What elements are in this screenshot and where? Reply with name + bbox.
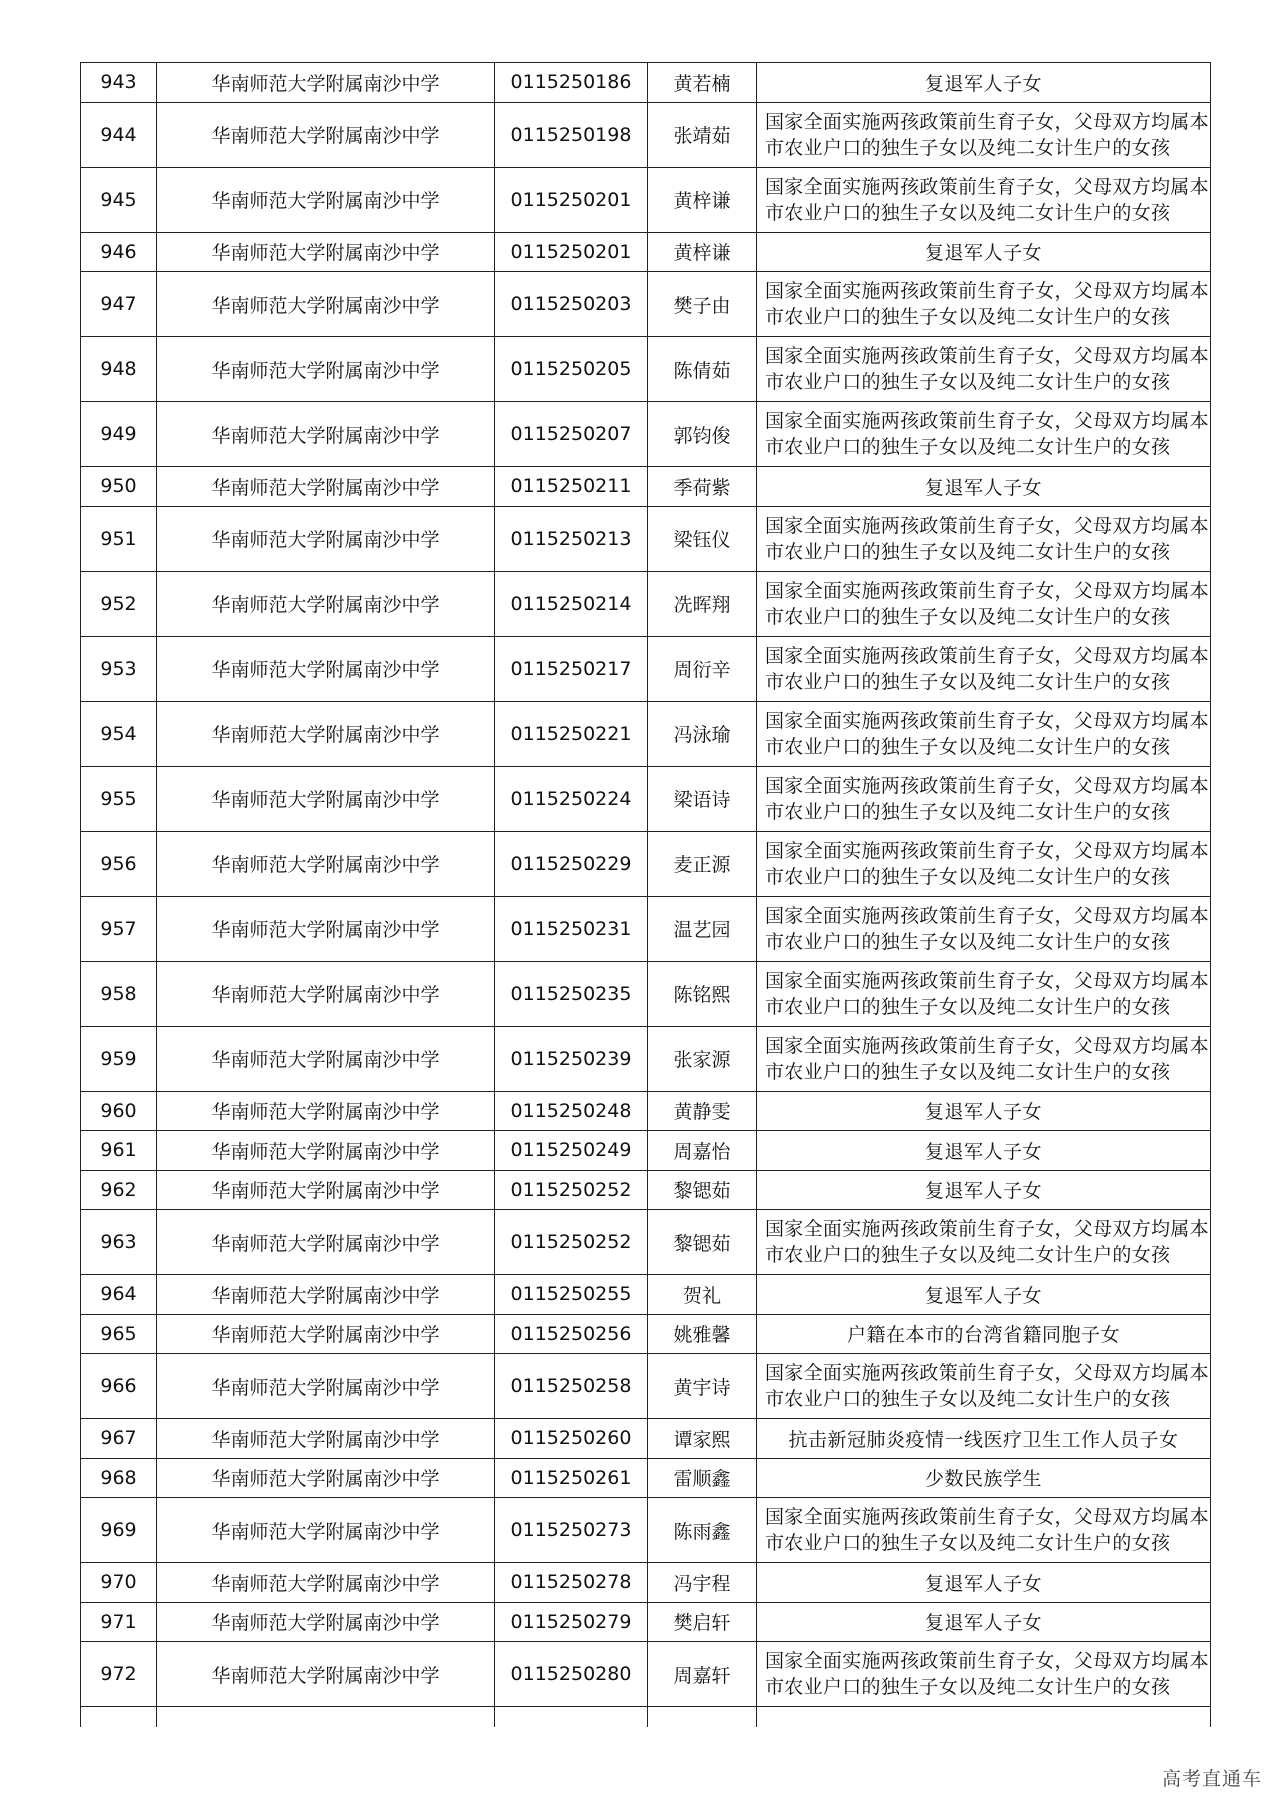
- candidate-id: 0115250252: [495, 1170, 648, 1210]
- row-number: 956: [81, 831, 157, 896]
- watermark: 高考直通车: [1161, 1768, 1262, 1790]
- preferential-category: 复退军人子女: [757, 1275, 1211, 1315]
- candidate-id: 0115250201: [495, 232, 648, 272]
- school-name: 华南师范大学附属南沙中学: [157, 1170, 495, 1210]
- school-name: 华南师范大学附属南沙中学: [157, 506, 495, 571]
- student-name: 黄宇诗: [648, 1354, 757, 1419]
- school-name: 华南师范大学附属南沙中学: [157, 636, 495, 701]
- candidate-id: 0115250260: [495, 1419, 648, 1459]
- candidate-id: 0115250229: [495, 831, 648, 896]
- candidate-id: 0115250186: [495, 63, 648, 103]
- student-name: 张家源: [648, 1026, 757, 1091]
- candidate-id: 0115250278: [495, 1563, 648, 1603]
- row-number: 958: [81, 961, 157, 1026]
- row-number: 955: [81, 766, 157, 831]
- candidate-id: 0115250221: [495, 701, 648, 766]
- preferential-category: 国家全面实施两孩政策前生育子女，父母双方均属本市农业户口的独生子女以及纯二女计生户的女孩: [757, 636, 1211, 701]
- student-table: [80, 62, 1211, 1727]
- table-row: [81, 272, 1211, 337]
- preferential-category: 国家全面实施两孩政策前生育子女，父母双方均属本市农业户口的独生子女以及纯二女计生户的女孩: [757, 506, 1211, 571]
- candidate-id: 0115250213: [495, 506, 648, 571]
- preferential-category: 国家全面实施两孩政策前生育子女，父母双方均属本市农业户口的独生子女以及纯二女计生户的女孩: [757, 1354, 1211, 1419]
- table-body: [81, 63, 1211, 1728]
- preferential-category: 国家全面实施两孩政策前生育子女，父母双方均属本市农业户口的独生子女以及纯二女计生户的女孩: [757, 167, 1211, 232]
- student-name: 周衍辛: [648, 636, 757, 701]
- table-row: [81, 961, 1211, 1026]
- school-name: 华南师范大学附属南沙中学: [157, 1210, 495, 1275]
- table-row: [81, 636, 1211, 701]
- student-name: 黎锶茹: [648, 1170, 757, 1210]
- school-name: 华南师范大学附属南沙中学: [157, 896, 495, 961]
- preferential-category: 国家全面实施两孩政策前生育子女，父母双方均属本市农业户口的独生子女以及纯二女计生户的女孩: [757, 1210, 1211, 1275]
- school-name: 华南师范大学附属南沙中学: [157, 1314, 495, 1354]
- preferential-category: 国家全面实施两孩政策前生育子女，父母双方均属本市农业户口的独生子女以及纯二女计生户的女孩: [757, 896, 1211, 961]
- row-number: 962: [81, 1170, 157, 1210]
- candidate-id: 0115250207: [495, 402, 648, 467]
- school-name: 华南师范大学附属南沙中学: [157, 961, 495, 1026]
- empty-cell: [495, 1707, 648, 1728]
- school-name: 华南师范大学附属南沙中学: [157, 1458, 495, 1498]
- row-number: 943: [81, 63, 157, 103]
- school-name: 华南师范大学附属南沙中学: [157, 831, 495, 896]
- table-row: [81, 1275, 1211, 1315]
- table-row: [81, 1498, 1211, 1563]
- table-row: [81, 63, 1211, 103]
- student-name: 雷顺鑫: [648, 1458, 757, 1498]
- table-row: [81, 1458, 1211, 1498]
- table-row: [81, 337, 1211, 402]
- preferential-category: 国家全面实施两孩政策前生育子女，父母双方均属本市农业户口的独生子女以及纯二女计生户的女孩: [757, 1498, 1211, 1563]
- student-name: 冯泳瑜: [648, 701, 757, 766]
- school-name: 华南师范大学附属南沙中学: [157, 1642, 495, 1707]
- table-row: [81, 896, 1211, 961]
- preferential-category: 复退军人子女: [757, 1091, 1211, 1131]
- table-row: [81, 571, 1211, 636]
- school-name: 华南师范大学附属南沙中学: [157, 167, 495, 232]
- table-row: [81, 1602, 1211, 1642]
- candidate-id: 0115250279: [495, 1602, 648, 1642]
- table-row: [81, 1091, 1211, 1131]
- school-name: 华南师范大学附属南沙中学: [157, 63, 495, 103]
- school-name: 华南师范大学附属南沙中学: [157, 1354, 495, 1419]
- row-number: 946: [81, 232, 157, 272]
- candidate-id: 0115250201: [495, 167, 648, 232]
- admission-list-page: [80, 62, 1209, 1727]
- preferential-category: 复退军人子女: [757, 232, 1211, 272]
- candidate-id: 0115250252: [495, 1210, 648, 1275]
- preferential-category: 国家全面实施两孩政策前生育子女，父母双方均属本市农业户口的独生子女以及纯二女计生户的女孩: [757, 402, 1211, 467]
- preferential-category: 国家全面实施两孩政策前生育子女，父母双方均属本市农业户口的独生子女以及纯二女计生户的女孩: [757, 961, 1211, 1026]
- preferential-category: 复退军人子女: [757, 1563, 1211, 1603]
- student-name: 周嘉怡: [648, 1131, 757, 1171]
- preferential-category: 国家全面实施两孩政策前生育子女，父母双方均属本市农业户口的独生子女以及纯二女计生户的女孩: [757, 102, 1211, 167]
- candidate-id: 0115250261: [495, 1458, 648, 1498]
- table-row: [81, 766, 1211, 831]
- row-number: 966: [81, 1354, 157, 1419]
- student-name: 温艺园: [648, 896, 757, 961]
- preferential-category: 复退军人子女: [757, 63, 1211, 103]
- student-name: 周嘉轩: [648, 1642, 757, 1707]
- candidate-id: 0115250211: [495, 467, 648, 507]
- school-name: 华南师范大学附属南沙中学: [157, 272, 495, 337]
- school-name: 华南师范大学附属南沙中学: [157, 232, 495, 272]
- preferential-category: 抗击新冠肺炎疫情一线医疗卫生工作人员子女: [757, 1419, 1211, 1459]
- row-number: 971: [81, 1602, 157, 1642]
- student-name: 樊启轩: [648, 1602, 757, 1642]
- table-row: [81, 467, 1211, 507]
- school-name: 华南师范大学附属南沙中学: [157, 1275, 495, 1315]
- empty-cell: [757, 1707, 1211, 1728]
- student-name: 贺礼: [648, 1275, 757, 1315]
- row-number: 965: [81, 1314, 157, 1354]
- student-name: 黄梓谦: [648, 167, 757, 232]
- candidate-id: 0115250198: [495, 102, 648, 167]
- candidate-id: 0115250205: [495, 337, 648, 402]
- row-number: 953: [81, 636, 157, 701]
- student-name: 麦正源: [648, 831, 757, 896]
- school-name: 华南师范大学附属南沙中学: [157, 1131, 495, 1171]
- preferential-category: 国家全面实施两孩政策前生育子女，父母双方均属本市农业户口的独生子女以及纯二女计生户的女孩: [757, 272, 1211, 337]
- candidate-id: 0115250258: [495, 1354, 648, 1419]
- row-number: 944: [81, 102, 157, 167]
- row-number: 957: [81, 896, 157, 961]
- table-row: [81, 1026, 1211, 1091]
- preferential-category: 国家全面实施两孩政策前生育子女，父母双方均属本市农业户口的独生子女以及纯二女计生户的女孩: [757, 337, 1211, 402]
- school-name: 华南师范大学附属南沙中学: [157, 1419, 495, 1459]
- student-name: 冯宇程: [648, 1563, 757, 1603]
- student-name: 梁钰仪: [648, 506, 757, 571]
- candidate-id: 0115250203: [495, 272, 648, 337]
- school-name: 华南师范大学附属南沙中学: [157, 766, 495, 831]
- candidate-id: 0115250214: [495, 571, 648, 636]
- student-name: 张靖茹: [648, 102, 757, 167]
- candidate-id: 0115250256: [495, 1314, 648, 1354]
- student-name: 季荷紫: [648, 467, 757, 507]
- empty-cell: [648, 1707, 757, 1728]
- table-row: [81, 167, 1211, 232]
- table-row: [81, 831, 1211, 896]
- school-name: 华南师范大学附属南沙中学: [157, 467, 495, 507]
- candidate-id: 0115250280: [495, 1642, 648, 1707]
- preferential-category: 国家全面实施两孩政策前生育子女，父母双方均属本市农业户口的独生子女以及纯二女计生户的女孩: [757, 1642, 1211, 1707]
- table-row: [81, 701, 1211, 766]
- table-row: [81, 1210, 1211, 1275]
- row-number: 961: [81, 1131, 157, 1171]
- row-number: 954: [81, 701, 157, 766]
- row-number: 951: [81, 506, 157, 571]
- preferential-category: 国家全面实施两孩政策前生育子女，父母双方均属本市农业户口的独生子女以及纯二女计生户的女孩: [757, 571, 1211, 636]
- row-number: 970: [81, 1563, 157, 1603]
- table-row: [81, 1419, 1211, 1459]
- candidate-id: 0115250224: [495, 766, 648, 831]
- row-number: 950: [81, 467, 157, 507]
- row-number: 972: [81, 1642, 157, 1707]
- preferential-category: 国家全面实施两孩政策前生育子女，父母双方均属本市农业户口的独生子女以及纯二女计生户的女孩: [757, 831, 1211, 896]
- school-name: 华南师范大学附属南沙中学: [157, 337, 495, 402]
- row-number: 968: [81, 1458, 157, 1498]
- row-number: 948: [81, 337, 157, 402]
- row-number: 949: [81, 402, 157, 467]
- student-name: 黄若楠: [648, 63, 757, 103]
- school-name: 华南师范大学附属南沙中学: [157, 1563, 495, 1603]
- table-row: [81, 102, 1211, 167]
- student-name: 姚雅馨: [648, 1314, 757, 1354]
- preferential-category: 国家全面实施两孩政策前生育子女，父母双方均属本市农业户口的独生子女以及纯二女计生户的女孩: [757, 766, 1211, 831]
- preferential-category: 复退军人子女: [757, 1131, 1211, 1171]
- candidate-id: 0115250255: [495, 1275, 648, 1315]
- preferential-category: 少数民族学生: [757, 1458, 1211, 1498]
- candidate-id: 0115250235: [495, 961, 648, 1026]
- student-name: 冼晖翔: [648, 571, 757, 636]
- preferential-category: 复退军人子女: [757, 467, 1211, 507]
- school-name: 华南师范大学附属南沙中学: [157, 402, 495, 467]
- candidate-id: 0115250248: [495, 1091, 648, 1131]
- school-name: 华南师范大学附属南沙中学: [157, 1091, 495, 1131]
- row-number: 952: [81, 571, 157, 636]
- candidate-id: 0115250231: [495, 896, 648, 961]
- preferential-category: 国家全面实施两孩政策前生育子女，父母双方均属本市农业户口的独生子女以及纯二女计生户的女孩: [757, 701, 1211, 766]
- row-number: 945: [81, 167, 157, 232]
- table-row: [81, 402, 1211, 467]
- student-name: 黄梓谦: [648, 232, 757, 272]
- student-name: 黎锶茹: [648, 1210, 757, 1275]
- table-row: [81, 1170, 1211, 1210]
- student-name: 陈雨鑫: [648, 1498, 757, 1563]
- row-number: 960: [81, 1091, 157, 1131]
- row-number: 969: [81, 1498, 157, 1563]
- school-name: 华南师范大学附属南沙中学: [157, 102, 495, 167]
- preferential-category: 户籍在本市的台湾省籍同胞子女: [757, 1314, 1211, 1354]
- row-number: 959: [81, 1026, 157, 1091]
- school-name: 华南师范大学附属南沙中学: [157, 701, 495, 766]
- table-row: [81, 1563, 1211, 1603]
- student-name: 陈倩茹: [648, 337, 757, 402]
- candidate-id: 0115250273: [495, 1498, 648, 1563]
- student-name: 谭家熙: [648, 1419, 757, 1459]
- table-row: [81, 1642, 1211, 1707]
- preferential-category: 复退军人子女: [757, 1170, 1211, 1210]
- preferential-category: 国家全面实施两孩政策前生育子女，父母双方均属本市农业户口的独生子女以及纯二女计生户的女孩: [757, 1026, 1211, 1091]
- school-name: 华南师范大学附属南沙中学: [157, 571, 495, 636]
- table-row: [81, 1314, 1211, 1354]
- candidate-id: 0115250249: [495, 1131, 648, 1171]
- candidate-id: 0115250239: [495, 1026, 648, 1091]
- row-number: 967: [81, 1419, 157, 1459]
- empty-cell: [81, 1707, 157, 1728]
- candidate-id: 0115250217: [495, 636, 648, 701]
- student-name: 陈铭熙: [648, 961, 757, 1026]
- student-name: 黄静雯: [648, 1091, 757, 1131]
- empty-cell: [157, 1707, 495, 1728]
- table-row: [81, 232, 1211, 272]
- student-name: 郭钧俊: [648, 402, 757, 467]
- table-row: [81, 1131, 1211, 1171]
- table-row: [81, 1354, 1211, 1419]
- school-name: 华南师范大学附属南沙中学: [157, 1498, 495, 1563]
- row-number: 947: [81, 272, 157, 337]
- preferential-category: 复退军人子女: [757, 1602, 1211, 1642]
- row-number: 963: [81, 1210, 157, 1275]
- row-number: 964: [81, 1275, 157, 1315]
- table-row-partial: [81, 1707, 1211, 1728]
- school-name: 华南师范大学附属南沙中学: [157, 1602, 495, 1642]
- table-row: [81, 506, 1211, 571]
- student-name: 樊子由: [648, 272, 757, 337]
- student-name: 梁语诗: [648, 766, 757, 831]
- school-name: 华南师范大学附属南沙中学: [157, 1026, 495, 1091]
